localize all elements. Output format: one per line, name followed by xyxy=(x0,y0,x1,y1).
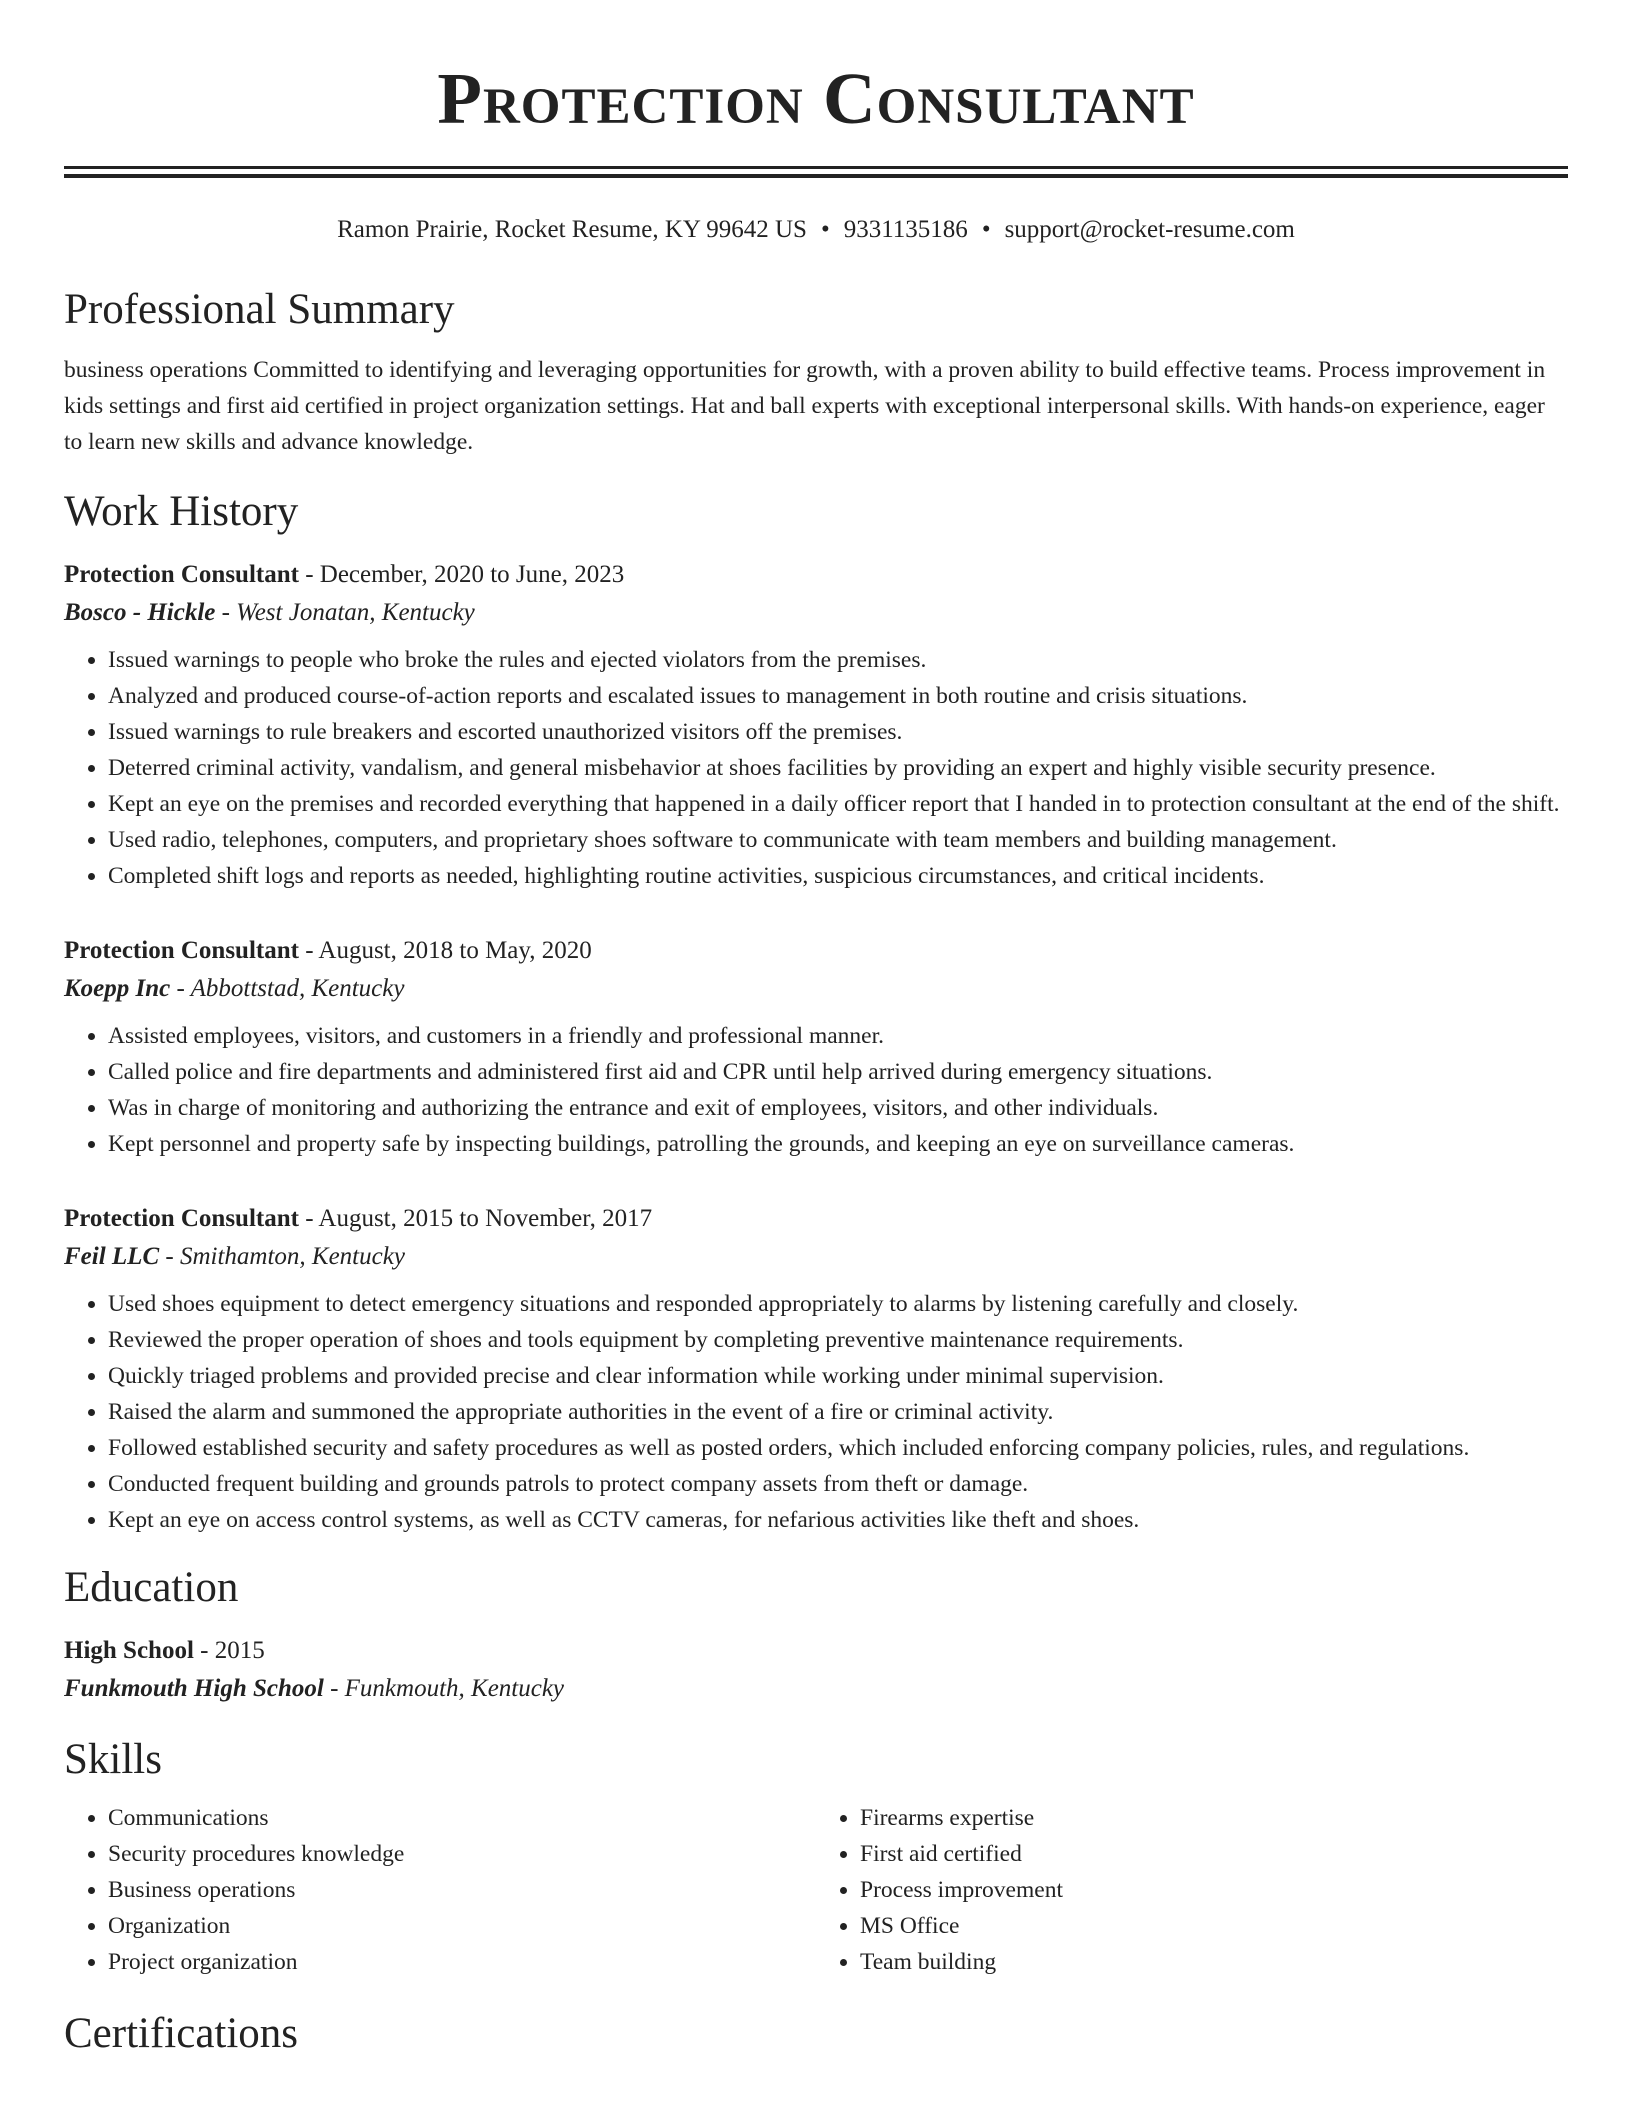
list-item: • Business operations xyxy=(108,1872,816,1908)
job-bullets xyxy=(64,642,1568,894)
job-company: Koepp Inc xyxy=(64,975,171,1002)
skills-section xyxy=(64,1734,1568,1980)
job-dates: - August, 2015 to November, 2017 xyxy=(298,1205,653,1232)
job-entry xyxy=(64,932,1568,1162)
job-employer xyxy=(64,1238,1568,1276)
list-item: • Was in charge of monitoring and authorizing the entrance and exit of employees, visitors, and other individuals. xyxy=(108,1090,1568,1126)
list-item: • Followed established security and safety procedures as well as posted orders, which included enforcing company policies, rules, and regulations. xyxy=(108,1430,1568,1466)
list-item: • Analyzed and produced course-of-action reports and escalated issues to management in both routine and crisis situations. xyxy=(108,678,1568,714)
contact-address: Ramon Prairie, Rocket Resume, KY 99642 US xyxy=(337,216,807,243)
education-degree: High School xyxy=(64,1637,194,1664)
job-entry xyxy=(64,1200,1568,1538)
list-item: • Kept personnel and property safe by inspecting buildings, patrolling the grounds, and keeping an eye on surveillance cameras. xyxy=(108,1126,1568,1162)
skills-grid xyxy=(64,1800,1568,1980)
contact-phone: 9331135186 xyxy=(843,216,968,243)
job-title: Protection Consultant xyxy=(64,561,299,588)
list-item: • Kept an eye on access control systems, as well as CCTV cameras, for nefarious activities like theft and shoes. xyxy=(108,1502,1568,1538)
list-item: • Team building xyxy=(860,1944,1568,1980)
education-heading: Education xyxy=(64,1564,239,1611)
skills-heading: Skills xyxy=(64,1736,162,1783)
list-item: • Reviewed the proper operation of shoes and tools equipment by completing preventive maintenance requirements. xyxy=(108,1322,1568,1358)
job-employer xyxy=(64,970,1568,1008)
list-item: • Used shoes equipment to detect emergency situations and responded appropriately to alarms by listening carefully and closely. xyxy=(108,1286,1568,1322)
skills-column-left xyxy=(64,1800,816,1980)
summary-text: business operations Committed to identifying and leveraging opportunities for growth, with a proven ability to build effective teams. Process improvement in kids settings and first aid certified in project organization settings. Hat and ball experts with exceptional interpersonal skills. With hands-on experience, eager to learn new skills and advance knowledge. xyxy=(64,357,1546,455)
list-item: • Security procedures knowledge xyxy=(108,1836,816,1872)
education-year: - 2015 xyxy=(193,1637,265,1664)
list-item: • MS Office xyxy=(860,1908,1568,1944)
job-company: Bosco - Hickle xyxy=(64,599,216,626)
job-entry xyxy=(64,556,1568,894)
work-history-section xyxy=(64,486,1568,1538)
job-company: Feil LLC xyxy=(64,1243,160,1270)
summary-section xyxy=(64,284,1568,460)
list-item: • Issued warnings to people who broke the rules and ejected violators from the premises. xyxy=(108,642,1568,678)
job-employer xyxy=(64,594,1568,632)
job-location: - Abbottstad, Kentucky xyxy=(170,975,405,1002)
job-header xyxy=(64,932,1568,970)
job-header xyxy=(64,556,1568,594)
list-item: • Project organization xyxy=(108,1944,816,1980)
list-item: • Used radio, telephones, computers, and proprietary shoes software to communicate with team members and building management. xyxy=(108,822,1568,858)
list-item: • Raised the alarm and summoned the appropriate authorities in the event of a fire or criminal activity. xyxy=(108,1394,1568,1430)
list-item: • Called police and fire departments and administered first aid and CPR until help arrived during emergency situations. xyxy=(108,1054,1568,1090)
contact-email: support@rocket-resume.com xyxy=(1004,216,1295,243)
certifications-heading: Certifications xyxy=(64,2010,299,2057)
job-location: - West Jonatan, Kentucky xyxy=(215,599,475,626)
list-item: • Kept an eye on the premises and recorded everything that happened in a daily officer report that I handed in to protection consultant at the end of the shift. xyxy=(108,786,1568,822)
certifications-section xyxy=(64,2008,1568,2060)
education-section xyxy=(64,1562,1568,1708)
list-item: • Completed shift logs and reports as needed, highlighting routine activities, suspicious circumstances, and critical incidents. xyxy=(108,858,1568,894)
contact-separator: • xyxy=(981,216,991,243)
job-bullets xyxy=(64,1286,1568,1538)
job-bullets xyxy=(64,1018,1568,1162)
title-divider xyxy=(64,166,1568,178)
list-item: • Firearms expertise xyxy=(860,1800,1568,1836)
list-item: • Assisted employees, visitors, and customers in a friendly and professional manner. xyxy=(108,1018,1568,1054)
job-dates: - August, 2018 to May, 2020 xyxy=(298,937,592,964)
summary-heading: Professional Summary xyxy=(64,286,455,333)
list-item: • First aid certified xyxy=(860,1836,1568,1872)
job-header xyxy=(64,1200,1568,1238)
education-location: - Funkmouth, Kentucky xyxy=(323,1675,565,1702)
education-school-line xyxy=(64,1670,1568,1708)
skills-column-right xyxy=(816,1800,1568,1980)
list-item: • Process improvement xyxy=(860,1872,1568,1908)
job-title: Protection Consultant xyxy=(64,1205,299,1232)
list-item: • Quickly triaged problems and provided precise and clear information while working under minimal supervision. xyxy=(108,1358,1568,1394)
work-history-heading: Work History xyxy=(64,488,299,535)
education-header xyxy=(64,1632,1568,1670)
list-item: • Issued warnings to rule breakers and escorted unauthorized visitors off the premises. xyxy=(108,714,1568,750)
contact-line xyxy=(64,214,1568,246)
contact-separator: • xyxy=(820,216,830,243)
list-item: • Communications xyxy=(108,1800,816,1836)
education-school: Funkmouth High School xyxy=(64,1675,324,1702)
page-title: Protection Consultant xyxy=(437,58,1195,139)
job-dates: - December, 2020 to June, 2023 xyxy=(298,561,625,588)
job-title: Protection Consultant xyxy=(64,937,299,964)
job-location: - Smithamton, Kentucky xyxy=(159,1243,405,1270)
list-item: • Organization xyxy=(108,1908,816,1944)
list-item: • Conducted frequent building and grounds patrols to protect company assets from theft or damage. xyxy=(108,1466,1568,1502)
list-item: • Deterred criminal activity, vandalism, and general misbehavior at shoes facilities by providing an expert and highly visible security presence. xyxy=(108,750,1568,786)
education-entry xyxy=(64,1632,1568,1708)
